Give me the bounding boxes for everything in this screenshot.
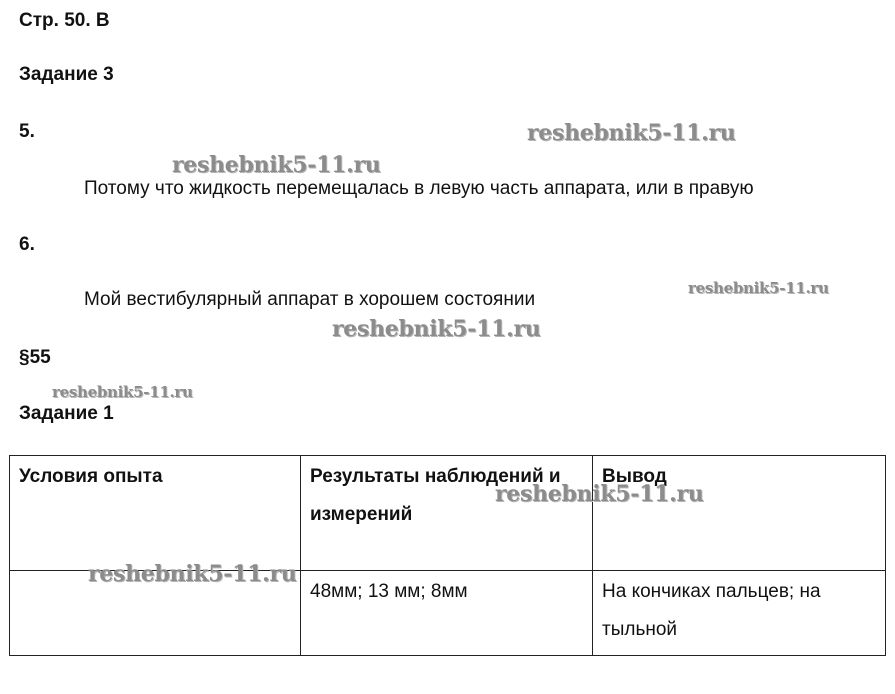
task3-item-5-answer: Потому что жидкость перемещалась в левую часть аппарата, или в правую [84,178,754,199]
task3-title: Задание 3 [19,64,114,85]
section-number: §55 [19,347,51,368]
watermark: reshebnik5-11.ru [332,316,541,342]
watermark: reshebnik5-11.ru [88,561,297,587]
task3-item-6-number: 6. [19,234,35,255]
watermark: reshebnik5-11.ru [495,481,704,507]
watermark: reshebnik5-11.ru [688,279,829,297]
cell-conclusion: На кончиках пальцев; на тыльной [593,571,886,656]
task3-item-5-number: 5. [19,121,35,142]
cell-results: 48мм; 13 мм; 8мм [301,571,593,656]
watermark: reshebnik5-11.ru [172,152,381,178]
page-header: Стр. 50. В [19,10,110,31]
watermark: reshebnik5-11.ru [52,383,193,401]
table-header-row [10,456,886,571]
results-table [9,455,886,656]
header-conclusion: Вывод [593,456,886,571]
header-results: Результаты наблюдений и измерений [301,456,593,571]
task1-title: Задание 1 [19,403,114,424]
watermark: reshebnik5-11.ru [527,120,736,146]
header-conditions: Условия опыта [10,456,301,571]
task3-item-6-answer: Мой вестибулярный аппарат в хорошем состоянии [84,289,536,310]
